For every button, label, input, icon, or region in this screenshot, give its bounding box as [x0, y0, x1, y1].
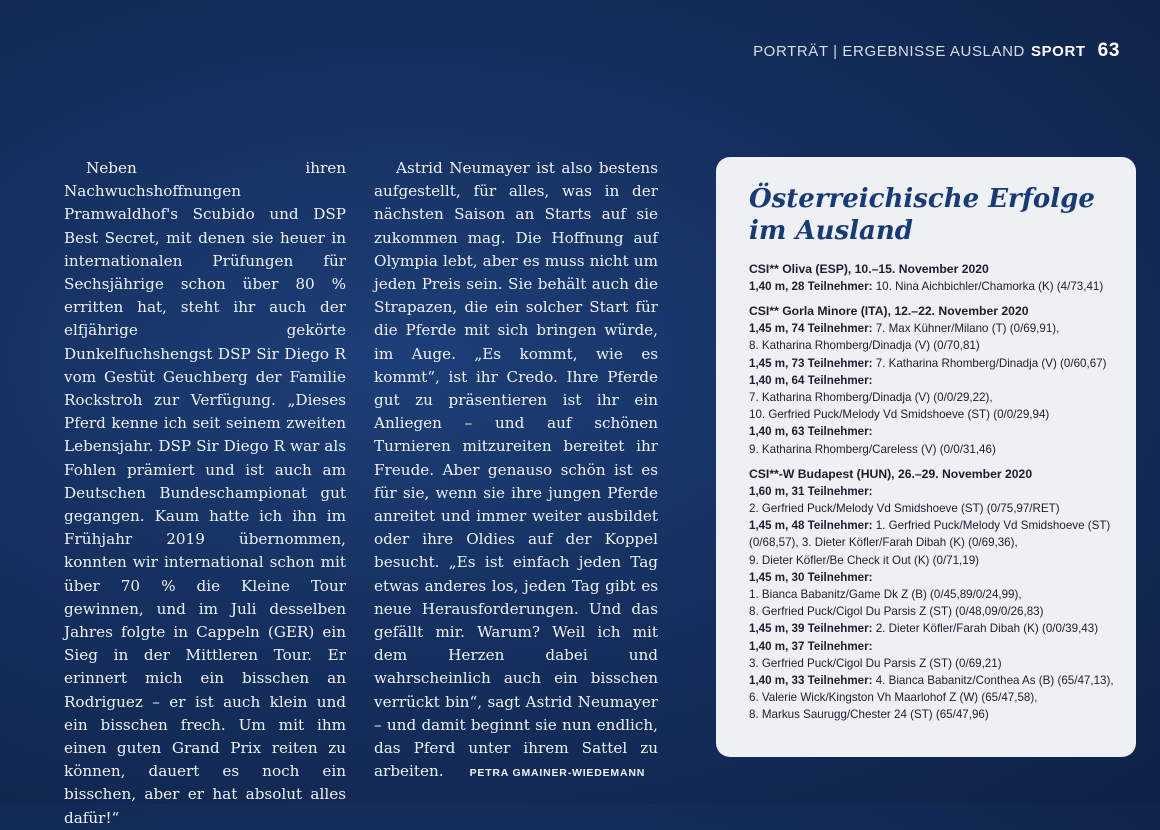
result-text: 3. Gerfried Puck/Cigol Du Parsis Z (ST) (0/69,21) [749, 656, 1002, 670]
result-class-label: 1,45 m, 48 Teilnehmer: [749, 519, 873, 533]
result-line [749, 586, 1118, 603]
result-class-label: 1,40 m, 64 Teilnehmer: [749, 373, 873, 387]
result-line [749, 603, 1118, 620]
result-line [749, 483, 1118, 500]
event-title: CSI** Gorla Minore (ITA), 12.–22. November 2020 [749, 304, 1029, 319]
header-section-bold: SPORT [1030, 43, 1086, 60]
result-class-label: 1,40 m, 37 Teilnehmer: [749, 639, 873, 653]
result-text: 6. Valerie Wick/Kingston Vh Maarlohof Z (W) (65/47,58), [749, 691, 1038, 705]
results-box [716, 157, 1136, 757]
result-class-label: 1,45 m, 30 Teilnehmer: [749, 570, 873, 584]
result-text: 10. Nina Aichbichler/Chamorka (K) (4/73,41) [872, 280, 1104, 293]
result-line [749, 423, 1118, 440]
event-title: CSI** Oliva (ESP), 10.–15. November 2020 [749, 262, 989, 276]
author-credit: PETRA GMAINER-WIEDEMANN [469, 767, 646, 780]
result-line [749, 689, 1118, 706]
result-line [749, 638, 1118, 655]
result-line [749, 672, 1118, 689]
result-text: 9. Dieter Köfler/Be Check it Out (K) (0/71,19) [749, 553, 980, 567]
result-event [749, 261, 1118, 295]
article-paragraph [374, 157, 658, 785]
result-text: 9. Katharina Rhomberg/Careless (V) (0/0/31,46) [749, 442, 996, 456]
result-class-label: 1,40 m, 33 Teilnehmer: [749, 674, 873, 688]
result-line [749, 320, 1118, 337]
result-text: 7. Max Kühner/Milano (T) (0/69,91), [872, 322, 1060, 336]
results-title: Österreichische Erfolge im Ausland [749, 184, 1095, 246]
result-text: 4. Bianca Babanitz/Conthea As (B) (65/47,13), [872, 674, 1114, 688]
result-text: 2. Gerfried Puck/Melody Vd Smidshoeve (ST) (0/75,97/RET) [749, 502, 1060, 516]
result-line [749, 517, 1118, 534]
page-number: 63 [1097, 40, 1120, 61]
article-column-2 [374, 157, 658, 785]
result-line [749, 372, 1118, 389]
result-text: 10. Gerfried Puck/Melody Vd Smidshoeve (ST) (0/0/29,94) [749, 408, 1050, 422]
result-line [749, 406, 1118, 423]
result-class-label: 1,45 m, 74 Teilnehmer: [749, 322, 873, 336]
result-text: 2. Dieter Köfler/Farah Dibah (K) (0/0/39,43) [872, 622, 1099, 636]
result-text: 8. Katharina Rhomberg/Dinadja (V) (0/70,81) [749, 339, 980, 353]
result-line [749, 552, 1118, 569]
result-line [749, 441, 1118, 458]
result-line [749, 500, 1118, 517]
result-class-label: 1,40 m, 28 Teilnehmer: [749, 280, 873, 293]
result-line [749, 337, 1118, 354]
result-event [749, 303, 1118, 458]
result-text: 1. Gerfried Puck/Melody Vd Smidshoeve (ST) [872, 519, 1111, 533]
article-paragraph: Neben ihren Nachwuchshoffnungen Pramwaldhof's Scubido und DSP Best Secret, mit denen sie heuer in internationalen Prüfungen für Sechsjährige schon über 80 % erritten hat, steht ihr auch der elfjährige gekörte Dunkelfuchshengst DSP Sir Diego R vom Gestüt Geuchberg der Familie Rockstroh zur Verfügung. „Dieses Pferd kenne ich seit seinem zweiten Lebensjahr. DSP Sir Diego R war als Fohlen prämiert und ist auch am Deutschen Bundeschampionat gut gegangen. Kaum hatte ich ihn im Frühjahr 2019 übernommen, konnten wir international schon mit über 70 % die Kleine Tour gewinnen, und im Juli desselben Jahres folgte in Cappeln (GER) ein Sieg in der Mittleren Tour. Er erinnert mich ein bisschen an Rodriguez – er ist auch klein und ein bisschen frech. Um mit ihm einen guten Grand Prix reiten zu können, dauert es noch ein bisschen, aber er hat absolut alles dafür!“ [64, 159, 346, 827]
result-text: (0/68,57), 3. Dieter Köfler/Farah Dibah (K) (0/69,36), [749, 536, 1018, 550]
result-text: 7. Katharina Rhomberg/Dinadja (V) (0/60,67) [872, 356, 1107, 370]
result-line [749, 355, 1118, 372]
result-text: 1. Bianca Babanitz/Game Dk Z (B) (0/45,89/0/24,99), [749, 588, 1022, 602]
result-class-label: 1,45 m, 73 Teilnehmer: [749, 356, 873, 370]
result-class-label: 1,60 m, 31 Teilnehmer: [749, 484, 873, 498]
page-header [753, 40, 1120, 62]
article-text: Astrid Neumayer ist also bestens aufgestellt, für alles, was in der nächsten Saison an Starts auf sie zukommen mag. Die Hoffnung auf Olympia lebt, aber es muss nicht um jeden Preis sein. Sie behält auch die Strapazen, die ein solcher Start für die Pferde mit sich bringen würde, im Auge. „Es kommt, wie es kommt“, ist ihr Credo. Ihre Pferde gut zu präsentieren ist ihr ein Anliegen – und auf schönen Turnieren mitzureiten bereitet ihr Freude. Aber genauso schön ist es für sie, wenn sie ihre jungen Pferde anreitet und immer weiter ausbildet oder ihre Oldies auf der Koppel besucht. „Es ist einfach jeden Tag etwas anderes los, jeden Tag gibt es neue Herausforderungen. Und das gefällt mir. Warum? Weil ich mit dem Herzen dabei und wahrscheinlich auch ein bisschen verrückt bin“, sagt Astrid Neumayer – und damit beginnt sie nun endlich, das Pferd unter ihrem Sattel zu arbeiten. [374, 159, 658, 781]
result-line [749, 620, 1118, 637]
result-text: 7. Katharina Rhomberg/Dinadja (V) (0/0/29,22), [749, 391, 993, 405]
result-class-label: 1,40 m, 63 Teilnehmer: [749, 425, 873, 439]
result-line [749, 389, 1118, 406]
results-list [749, 261, 1118, 724]
result-line [749, 569, 1118, 586]
result-text: 8. Markus Saurugg/Chester 24 (ST) (65/47,96) [749, 708, 989, 722]
result-event [749, 466, 1118, 724]
result-line [749, 655, 1118, 672]
result-line [749, 534, 1118, 551]
result-line [749, 278, 1118, 295]
header-sections: PORTRÄT | ERGEBNISSE AUSLAND [753, 43, 1025, 60]
event-title: CSI**-W Budapest (HUN), 26.–29. November 2020 [749, 466, 1033, 481]
article-column-1 [64, 157, 346, 830]
result-text: 8. Gerfried Puck/Cigol Du Parsis Z (ST) (0/48,09/0/26,83) [749, 605, 1044, 619]
result-class-label: 1,45 m, 39 Teilnehmer: [749, 622, 873, 636]
result-line [749, 706, 1118, 723]
